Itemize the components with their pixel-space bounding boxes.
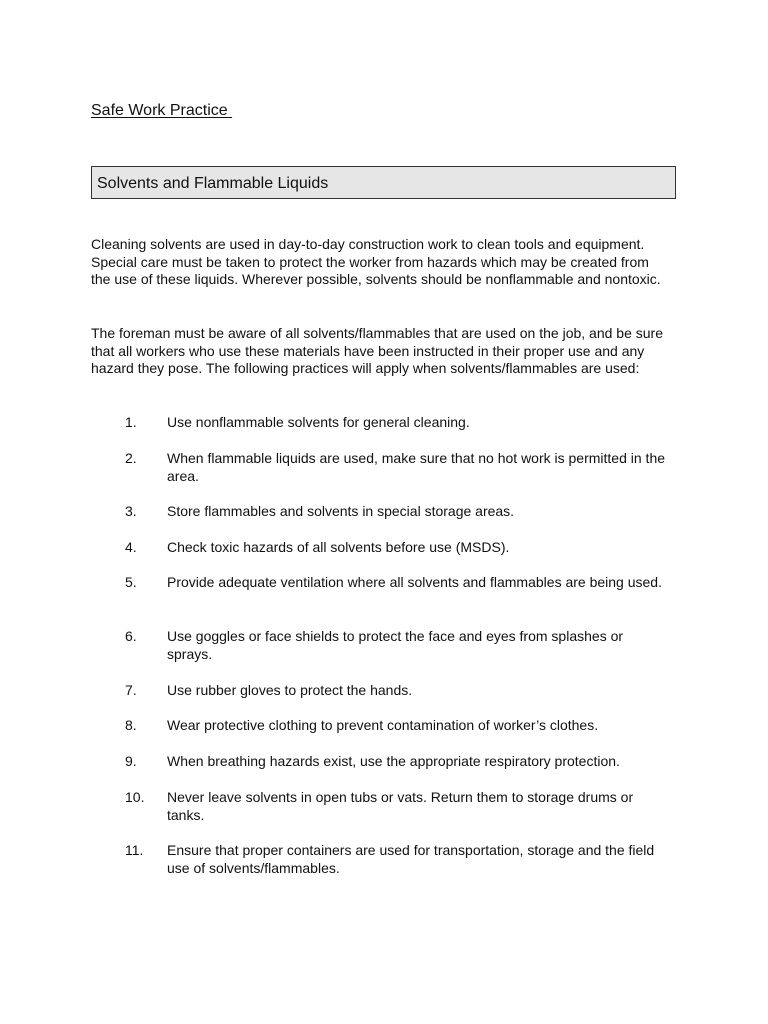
practice-text: Provide adequate ventilation where all solvents and flammables are being used. [167, 574, 662, 590]
practice-number: 2. [125, 450, 137, 466]
practice-text: Ensure that proper containers are used for transportation, storage and the field use of solvents/flammables. [167, 842, 655, 876]
practice-number: 3. [125, 503, 137, 519]
practice-text: Use rubber gloves to protect the hands. [167, 682, 413, 698]
practice-text: Wear protective clothing to prevent contamination of worker’s clothes. [167, 717, 599, 733]
practice-text: Never leave solvents in open tubs or vats. Return them to storage drums or tanks. [167, 789, 634, 823]
intro-paragraph: Cleaning solvents are used in day-to-day construction work to clean tools and equipment. Special care must be taken to protect the worker from hazards which may be created from the use of these liquids. Wherever possible, solvents should be nonflammable and nontoxic. [91, 236, 661, 287]
practice-text: Use nonflammable solvents for general cleaning. [167, 414, 470, 430]
practice-number: 5. [125, 574, 137, 590]
practice-text: Check toxic hazards of all solvents before use (MSDS). [167, 539, 510, 555]
document-title: Safe Work Practice [91, 102, 233, 119]
practice-number: 11. [125, 842, 144, 858]
section-heading-box [91, 166, 676, 199]
practice-number: 6. [125, 628, 137, 644]
practice-text: Use goggles or face shields to protect the face and eyes from splashes or sprays. [167, 628, 624, 662]
practice-number: 7. [125, 682, 137, 698]
practice-number: 8. [125, 717, 137, 733]
foreman-paragraph: The foreman must be aware of all solvents/flammables that are used on the job, and be sure that all workers who use these materials have been instructed in their proper use and any hazard they pose. The following practices will apply when solvents/flammables are used: [91, 325, 663, 376]
practice-number: 9. [125, 753, 137, 769]
practice-number: 4. [125, 539, 137, 555]
practice-number: 1. [125, 414, 137, 430]
practice-text: Store flammables and solvents in special storage areas. [167, 503, 515, 519]
practice-text: When breathing hazards exist, use the appropriate respiratory protection. [167, 753, 620, 769]
section-heading: Solvents and Flammable Liquids [97, 175, 329, 192]
practice-number: 10. [125, 789, 145, 805]
practice-text: When flammable liquids are used, make sure that no hot work is permitted in the area. [167, 450, 666, 484]
